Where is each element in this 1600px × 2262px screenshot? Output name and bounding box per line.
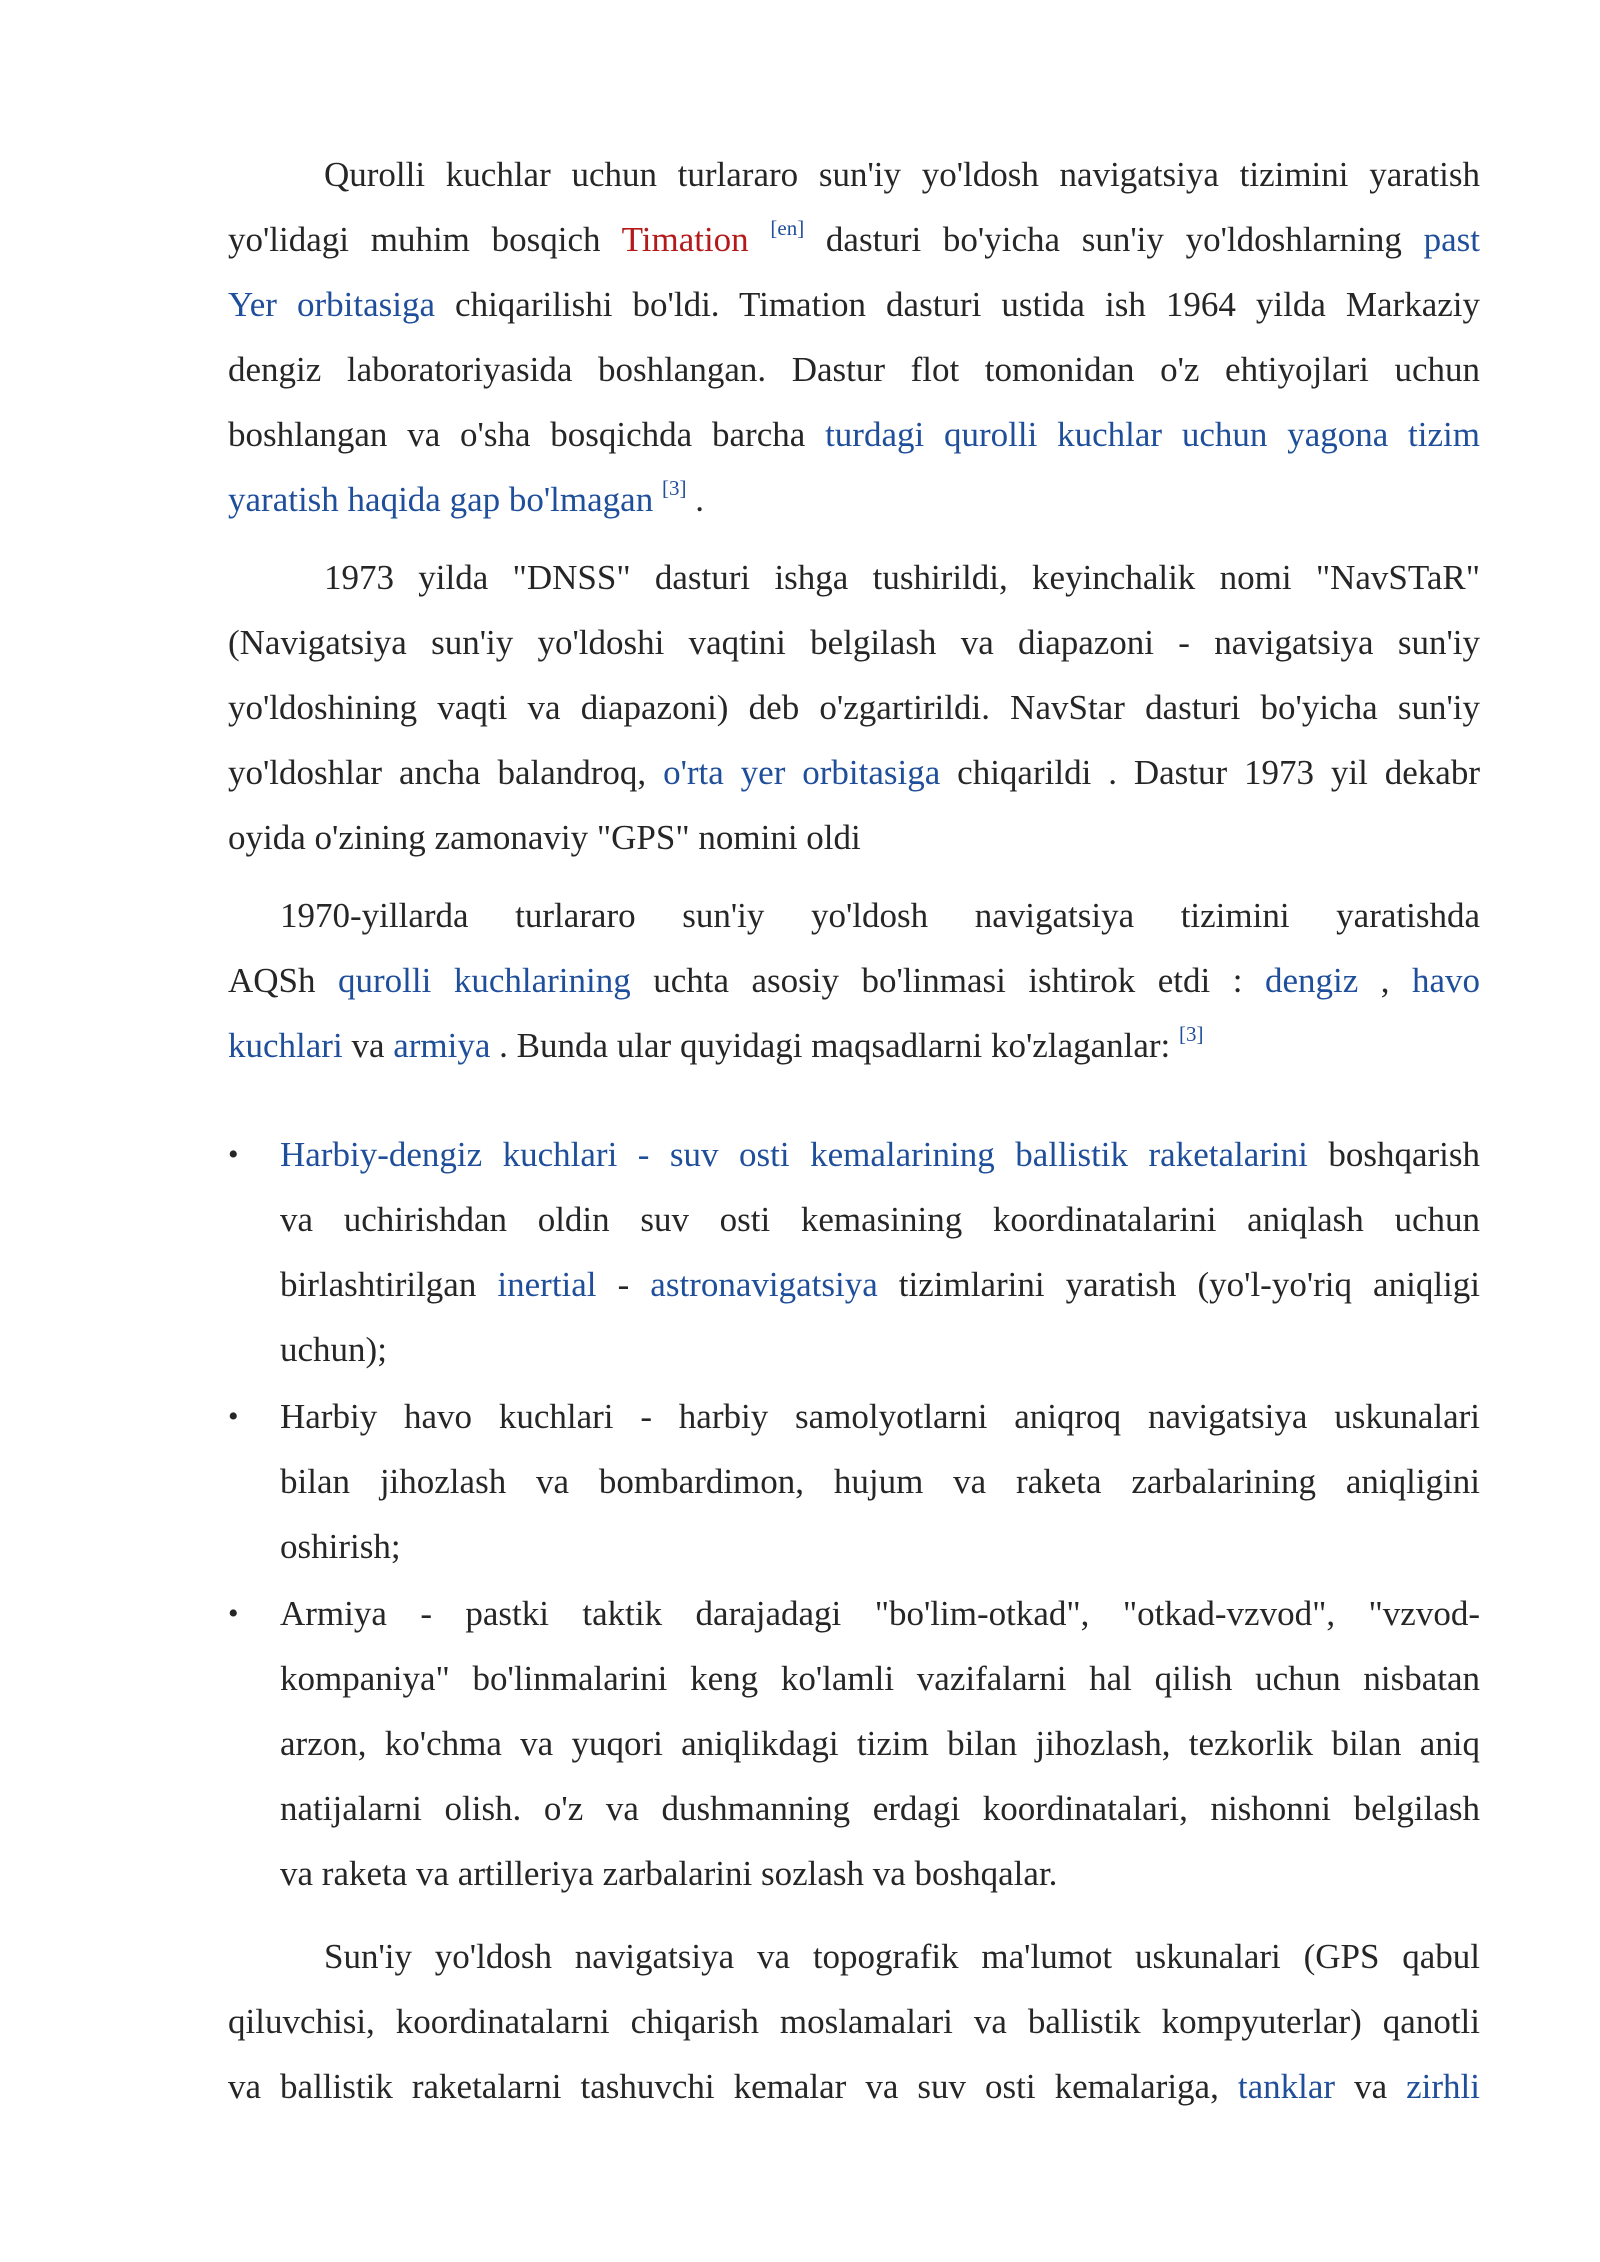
text-line bbox=[228, 337, 1480, 402]
text-line bbox=[228, 1711, 1480, 1776]
text: boshqarish bbox=[1307, 1135, 1481, 1174]
text: va bbox=[1335, 2067, 1407, 2106]
text-line bbox=[228, 402, 1480, 467]
link-timation[interactable]: Timation bbox=[621, 220, 749, 259]
text: uchun); bbox=[280, 1330, 387, 1369]
link-tanklar[interactable]: tanklar bbox=[1237, 2067, 1336, 2106]
text-line bbox=[228, 1122, 1480, 1187]
text: AQSh bbox=[228, 961, 339, 1000]
text-line bbox=[228, 883, 1480, 948]
text: Armiya - pastki taktik darajadagi "bo'lim-otkad", "otkad-vzvod", "vzvod- bbox=[280, 1594, 1480, 1633]
text: oshirish; bbox=[280, 1527, 401, 1566]
citation-en[interactable]: [en] bbox=[770, 216, 805, 240]
text-line bbox=[228, 610, 1480, 675]
link-zirhli[interactable]: zirhli bbox=[1406, 2067, 1480, 2106]
text-line bbox=[228, 1776, 1480, 1841]
text: va raketa va artilleriya zarbalarini sozlash va boshqalar. bbox=[280, 1854, 1058, 1893]
paragraph-navstar bbox=[228, 545, 1480, 870]
text-line bbox=[228, 740, 1480, 805]
text: dengiz laboratoriyasida boshlangan. Dastur flot tomonidan o'z ehtiyojlari uchun bbox=[228, 350, 1480, 389]
paragraph-equipment bbox=[228, 1924, 1480, 2119]
text-line bbox=[228, 142, 1480, 207]
text: . Bunda ular quyidagi maqsadlarni ko'zlaganlar: bbox=[490, 1026, 1180, 1065]
text: (Navigatsiya sun'iy yo'ldoshi vaqtini belgilash va diapazoni - navigatsiya sun'iy bbox=[228, 623, 1480, 662]
link-astronavigatsiya[interactable]: astronavigatsiya bbox=[650, 1265, 878, 1304]
text-line bbox=[228, 1013, 1480, 1078]
text-line bbox=[228, 1252, 1480, 1317]
text: va bbox=[342, 1026, 394, 1065]
text: bilan jihozlash va bombardimon, hujum va raketa zarbalarining aniqligini bbox=[280, 1462, 1480, 1501]
text: 1970-yillarda turlararo sun'iy yo'ldosh navigatsiya tizimini yaratishda bbox=[280, 896, 1480, 935]
text: - bbox=[596, 1265, 651, 1304]
text: va uchirishdan oldin suv osti kemasining koordinatalarini aniqlash uchun bbox=[280, 1200, 1480, 1239]
text: boshlangan va o'sha bosqichda barcha bbox=[228, 415, 826, 454]
citation-3[interactable]: [3] bbox=[1179, 1022, 1204, 1046]
bullet-icon: • bbox=[228, 1400, 239, 1433]
text-line bbox=[228, 805, 1480, 870]
text-line bbox=[228, 207, 1480, 272]
link-havo-kuchlari-cont[interactable]: kuchlari bbox=[228, 1026, 343, 1065]
text-line bbox=[228, 1384, 1480, 1449]
text-line bbox=[228, 675, 1480, 740]
link-yagona-tizim[interactable]: turdagi qurolli kuchlar uchun yagona tizim bbox=[825, 415, 1480, 454]
text: 1973 yilda "DNSS" dasturi ishga tushirildi, keyinchalik nomi "NavSTaR" bbox=[324, 558, 1480, 597]
link-past-yer-orbitasiga[interactable]: past bbox=[1423, 220, 1480, 259]
text-line bbox=[228, 545, 1480, 610]
citation-3[interactable]: [3] bbox=[661, 476, 687, 500]
goals-list bbox=[228, 1122, 1480, 1906]
list-item bbox=[228, 1581, 1480, 1906]
link-yagona-tizim-cont[interactable]: yaratish haqida gap bo'lmagan bbox=[228, 480, 654, 519]
text-line bbox=[228, 948, 1480, 1013]
text: yo'lidagi muhim bosqich bbox=[228, 220, 622, 259]
link-dengiz[interactable]: dengiz bbox=[1264, 961, 1359, 1000]
text: va ballistik raketalarni tashuvchi kemalar va suv osti kemalariga, bbox=[228, 2067, 1238, 2106]
text: qiluvchisi, koordinatalarni chiqarish moslamalari va ballistik kompyuterlar) qanotli bbox=[228, 2002, 1480, 2041]
text-line bbox=[228, 1841, 1480, 1906]
text-line bbox=[228, 1581, 1480, 1646]
text-line bbox=[228, 1514, 1480, 1579]
link-harbiy-dengiz[interactable]: Harbiy-dengiz kuchlari - suv osti kemalarining ballistik raketalarini bbox=[280, 1135, 1308, 1174]
text: , bbox=[1358, 961, 1412, 1000]
text-line bbox=[228, 467, 1480, 532]
text: tizimlarini yaratish (yo'l-yo'riq aniqligi bbox=[877, 1265, 1480, 1304]
text: Sun'iy yo'ldosh navigatsiya va topografik ma'lumot uskunalari (GPS qabul bbox=[324, 1937, 1480, 1976]
link-armiya[interactable]: armiya bbox=[393, 1026, 491, 1065]
text-line bbox=[228, 1924, 1480, 1989]
text-line bbox=[228, 1989, 1480, 2054]
text: oyida o'zining zamonaviy "GPS" nomini oldi bbox=[228, 818, 861, 857]
text-line bbox=[228, 1449, 1480, 1514]
list-item bbox=[228, 1384, 1480, 1579]
link-inertial[interactable]: inertial bbox=[497, 1265, 597, 1304]
text: birlashtirilgan bbox=[280, 1265, 498, 1304]
text: dasturi bo'yicha sun'iy yo'ldoshlarning bbox=[804, 220, 1424, 259]
text-line bbox=[228, 2054, 1480, 2119]
bullet-icon: • bbox=[228, 1597, 239, 1630]
link-orta-yer-orbitasiga[interactable]: o'rta yer orbitasiga bbox=[663, 753, 941, 792]
link-havo-kuchlari[interactable]: havo bbox=[1411, 961, 1480, 1000]
text: natijalarni olish. o'z va dushmanning erdagi koordinatalari, nishonni belgilash bbox=[280, 1789, 1480, 1828]
text: uchta asosiy bo'linmasi ishtirok etdi : bbox=[630, 961, 1265, 1000]
text: yo'ldoshining vaqti va diapazoni) deb o'zgartirildi. NavStar dasturi bo'yicha sun'iy bbox=[228, 688, 1480, 727]
text: yo'ldoshlar ancha balandroq, bbox=[228, 753, 664, 792]
text-line bbox=[228, 1317, 1480, 1382]
text-line bbox=[228, 272, 1480, 337]
link-past-yer-orbitasiga-cont[interactable]: Yer orbitasiga bbox=[228, 285, 436, 324]
text: kompaniya" bo'linmalarini keng ko'lamli vazifalarni hal qilish uchun nisbatan bbox=[280, 1659, 1480, 1698]
text: Harbiy havo kuchlari - harbiy samolyotlarni aniqroq navigatsiya uskunalari bbox=[280, 1397, 1480, 1436]
list-item bbox=[228, 1122, 1480, 1382]
text: . bbox=[686, 480, 704, 519]
link-qurolli-kuchlari[interactable]: qurolli kuchlarining bbox=[338, 961, 631, 1000]
text: chiqarildi . Dastur 1973 yil dekabr bbox=[940, 753, 1480, 792]
text-line bbox=[228, 1187, 1480, 1252]
text: arzon, ko'chma va yuqori aniqlikdagi tizim bilan jihozlash, tezkorlik bilan aniq bbox=[280, 1724, 1480, 1763]
text: chiqarilishi bo'ldi. Timation dasturi ustida ish 1964 yilda Markaziy bbox=[435, 285, 1480, 324]
text: Qurolli kuchlar uchun turlararo sun'iy yo'ldosh navigatsiya tizimini yaratish bbox=[324, 155, 1480, 194]
bullet-icon: • bbox=[228, 1138, 239, 1171]
text-line bbox=[228, 1646, 1480, 1711]
paragraph-timation bbox=[228, 142, 1480, 532]
paragraph-1970s bbox=[228, 883, 1480, 1078]
